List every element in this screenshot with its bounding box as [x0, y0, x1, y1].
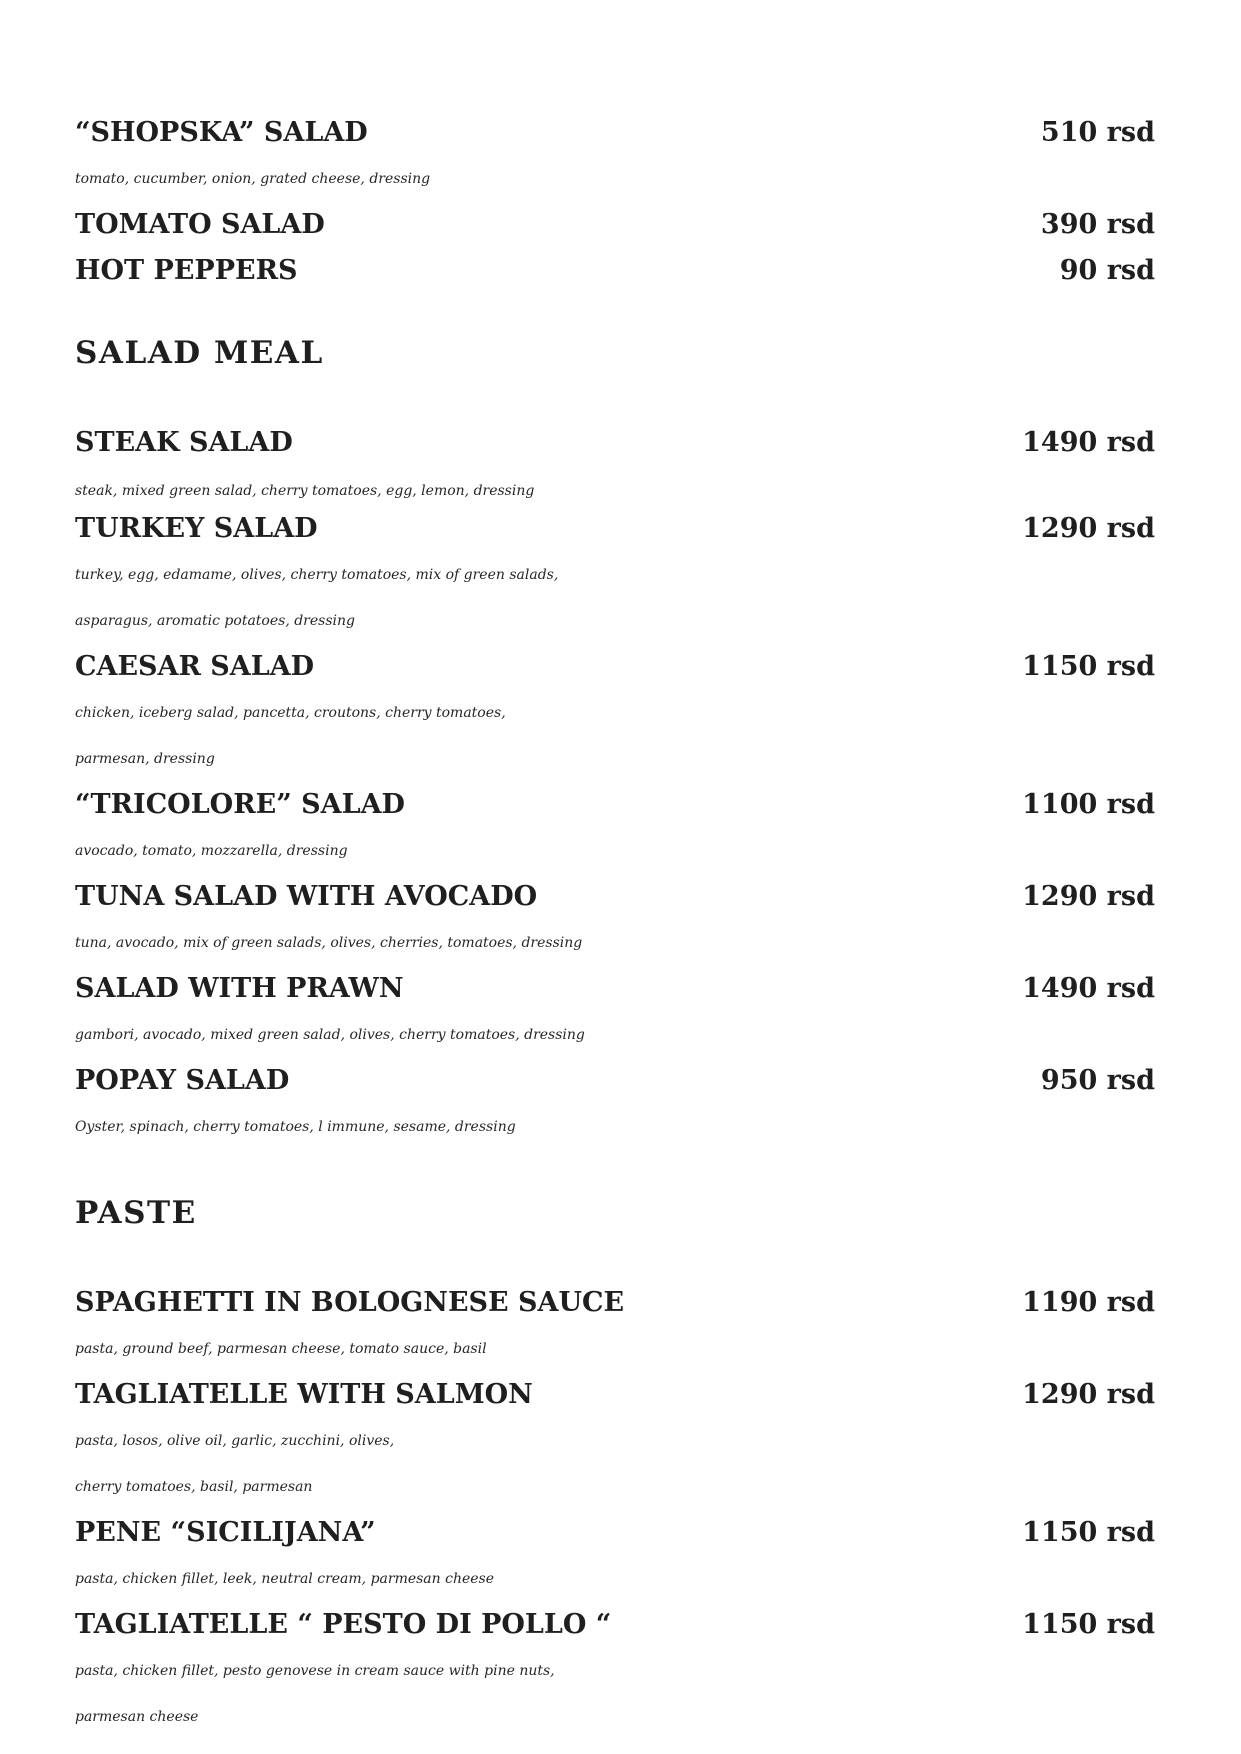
menu-item — [75, 644, 1155, 690]
menu-item-price: 1150 rsd — [1022, 1517, 1155, 1548]
menu-item-description: cherry tomatoes, basil, parmesan — [75, 1479, 313, 1495]
menu-item — [75, 506, 1155, 552]
menu-item-price: 90 rsd — [1059, 255, 1155, 286]
menu-item-name: PENE “SICILIJANA” — [75, 1517, 376, 1548]
menu-item-description: pasta, losos, olive oil, garlic, zucchini, olives, — [75, 1433, 395, 1449]
menu-item-description: gambori, avocado, mixed green salad, olives, cherry tomatoes, dressing — [75, 1027, 585, 1043]
menu-item-price: 1190 rsd — [1022, 1287, 1155, 1318]
menu-item-description: pasta, chicken fillet, pesto genovese in cream sauce with pine nuts, — [75, 1663, 555, 1679]
menu-item-description: pasta, chicken fillet, leek, neutral cream, parmesan cheese — [75, 1571, 495, 1587]
menu-item-price: 1490 rsd — [1022, 427, 1155, 458]
menu-item-price: 1490 rsd — [1022, 973, 1155, 1004]
menu-item-name: TOMATO SALAD — [75, 209, 325, 240]
menu-item — [75, 1280, 1155, 1326]
section-title: PASTE — [75, 1195, 197, 1231]
menu-item-name: SPAGHETTI IN BOLOGNESE SAUCE — [75, 1287, 625, 1318]
menu-item-price: 510 rsd — [1040, 117, 1155, 148]
menu-item-description: avocado, tomato, mozzarella, dressing — [75, 843, 348, 859]
menu-item — [75, 874, 1155, 920]
menu-item-name: STEAK SALAD — [75, 427, 293, 458]
menu-item — [75, 202, 1155, 248]
menu-group-paste — [75, 1190, 1155, 1740]
menu-item — [75, 248, 1155, 294]
menu-item-description: asparagus, aromatic potatoes, dressing — [75, 613, 355, 629]
menu-item-description: tuna, avocado, mix of green salads, olives, cherries, tomatoes, dressing — [75, 935, 583, 951]
menu-item-price: 1290 rsd — [1022, 881, 1155, 912]
menu-item — [75, 966, 1155, 1012]
menu-item-price: 950 rsd — [1040, 1065, 1155, 1096]
menu-item-name: SALAD WITH PRAWN — [75, 973, 404, 1004]
menu-item-name: TAGLIATELLE “ PESTO DI POLLO “ — [75, 1609, 612, 1640]
menu-item-price: 1290 rsd — [1022, 513, 1155, 544]
menu-item-description: Oyster, spinach, cherry tomatoes, l immune, sesame, dressing — [75, 1119, 516, 1135]
menu-item-description: pasta, ground beef, parmesan cheese, tomato sauce, basil — [75, 1341, 487, 1357]
menu-item — [75, 1510, 1155, 1556]
menu-group-salad-meal — [75, 330, 1155, 1150]
menu-item — [75, 1058, 1155, 1104]
section-title: SALAD MEAL — [75, 335, 324, 371]
menu-item-name: POPAY SALAD — [75, 1065, 290, 1096]
menu-item-name: “SHOPSKA” SALAD — [75, 117, 368, 148]
menu-item-description: tomato, cucumber, onion, grated cheese, dressing — [75, 171, 431, 187]
menu-item-description: parmesan, dressing — [75, 751, 215, 767]
menu-item — [75, 1602, 1155, 1648]
menu-item-price: 1100 rsd — [1022, 789, 1155, 820]
menu-item-description: turkey, egg, edamame, olives, cherry tomatoes, mix of green salads, — [75, 567, 559, 583]
menu-item-name: TAGLIATELLE WITH SALMON — [75, 1379, 533, 1410]
menu-item-price: 390 rsd — [1040, 209, 1155, 240]
menu-item-price: 1290 rsd — [1022, 1379, 1155, 1410]
menu-item-price: 1150 rsd — [1022, 651, 1155, 682]
menu-item-name: TUNA SALAD WITH AVOCADO — [75, 881, 538, 912]
menu-page — [75, 110, 1155, 1740]
menu-item-price: 1150 rsd — [1022, 1609, 1155, 1640]
menu-item-name: CAESAR SALAD — [75, 651, 315, 682]
menu-item-name: TURKEY SALAD — [75, 513, 318, 544]
menu-item-name: “TRICOLORE” SALAD — [75, 789, 405, 820]
menu-item — [75, 782, 1155, 828]
menu-item-description: parmesan cheese — [75, 1709, 199, 1725]
menu-item-description: steak, mixed green salad, cherry tomatoes, egg, lemon, dressing — [75, 483, 535, 499]
menu-item-description: chicken, iceberg salad, pancetta, croutons, cherry tomatoes, — [75, 705, 506, 721]
menu-group-salads — [75, 110, 1155, 294]
menu-item — [75, 110, 1155, 156]
menu-item — [75, 1372, 1155, 1418]
menu-item — [75, 420, 1155, 466]
menu-item-name: HOT PEPPERS — [75, 255, 298, 286]
